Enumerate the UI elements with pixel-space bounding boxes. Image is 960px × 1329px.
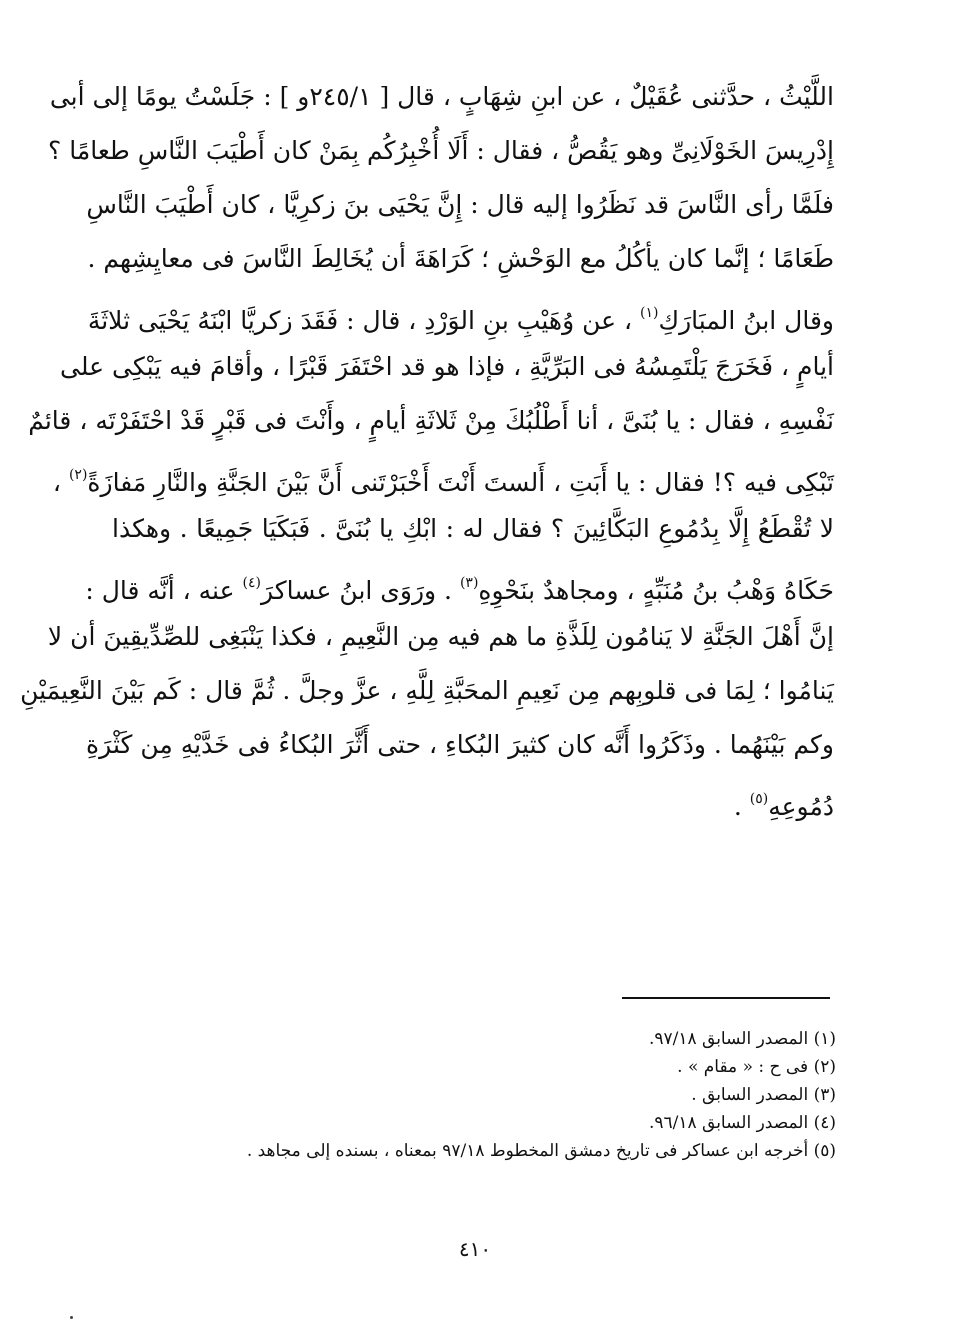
text-segment: ، [52, 468, 61, 497]
text-line: إنَّ أَهْلَ الجَنَّةِ لا يَنامُون لِلَذَّةِ ما هم فيه مِن النَّعِيمِ ، فكذا يَنْبَغِى للصِّدِّيقِينَ أن لا [47, 622, 834, 651]
footnote-separator [622, 997, 830, 999]
text-line [112, 772, 834, 826]
page-number: ٤١٠ [458, 1237, 492, 1261]
footnotes [150, 1025, 836, 1165]
text-segment: عنه ، أنَّه قال : [85, 576, 235, 605]
text-segment: تَبْكِى فيه ؟! فقال : يا أَبَتِ ، أَلستَ أَنْتَ أَخْبَرْتَنى أَنَّ بَيْنَ الجَنَّةِ والنَّارِ مَفازَةً [87, 468, 834, 497]
text-segment: حَكَاهُ وَهْبُ بنُ مُنَبِّهٍ ، ومجاهدٌ بنَحْوِهِ [478, 576, 834, 605]
text-segment: ، عن وُهَيْبِ بنِ الوَرْدِ ، قال : فَقَدَ زكريَّا ابْنَهُ يَحْيَى ثلاثَةَ [87, 306, 633, 335]
footnote-marker: (٢) [68, 467, 88, 483]
text-line [85, 556, 834, 610]
text-line: إِدْرِيسَ الخَوْلَانِىِّ وهو يَقُصُّ ، فقال : أَلَا أُخْبِرُكُم بِمَنْ كان أَطْيَبَ النَّاسِ طعامًا ؟ [47, 136, 834, 165]
footnote-item: (٢) فى ح : « مقام » . [677, 1057, 836, 1077]
text-line: اللَّيْثُ ، حدَّثنى عُقَيْلٌ ، عن ابنِ شِهَابٍ ، قال [ ٢٤٥/١و ] : جَلَسْتُ يومًا إلى أبى [49, 82, 834, 111]
footnote-marker: (٣) [459, 575, 479, 591]
footnote-item: (٣) المصدر السابق . [691, 1085, 836, 1105]
footnote-marker: (١) [640, 305, 659, 321]
text-line: لا تُقْطَعُ إِلَّا بِدُمُوعِ البَكَّائِينَ ؟ فقال له : ابْكِ يا بُنَىَّ . فَبَكَيَا جَمِيعًا . وهكذا [112, 514, 834, 543]
text-line [87, 286, 834, 340]
text-line: طَعَامًا ؛ إنَّما كان يأكُلُ مع الوَحْشِ ؛ كَرَاهَةَ أن يُخَالِطَ النَّاسَ فى معايِشِهم . [87, 244, 834, 273]
text-line: أيامٍ ، فَخَرَجَ يَلْتَمِسُهُ فى البَرِّيَّةِ ، فإذا هو قد احْتَفَرَ قَبْرًا ، وأقامَ فيه يَبْكِى على [60, 352, 834, 381]
footnote-marker: (٤) [242, 575, 261, 591]
text-segment: وقال ابنُ المبَارَكِ [658, 306, 834, 335]
text-line [52, 448, 834, 502]
main-text [20, 70, 834, 826]
footnote-item: (٤) المصدر السابق ٩٦/١٨. [648, 1113, 836, 1133]
text-line: يَنامُوا ؛ لِمَا فى قلوبِهم مِن نَعِيمِ المحَبَّةِ لِلَّهِ ، عزَّ وجلَّ . ثُمَّ قال : كَم بَيْنَ النَّعِيمَيْنِ [20, 676, 834, 705]
text-line: فلَمَّا رأى النَّاسَ قد نَظَرُوا إليه قال : إِنَّ يَحْيَى بنَ زكرِيَّا ، كان أَطْيَبَ النَّاسِ [86, 190, 834, 219]
footnote-marker: (٥) [749, 791, 769, 807]
footnote-item: (٥) أخرجه ابن عساكر فى تاريخ دمشق المخطوط ٩٧/١٨ بمعناه ، بسنده إلى مجاهد . [246, 1141, 836, 1161]
text-segment: دُمُوعِهِ [768, 792, 834, 821]
text-segment: . [733, 792, 742, 821]
footnote-item: (١) المصدر السابق ٩٧/١٨. [648, 1029, 836, 1049]
scan-speck [70, 1316, 73, 1319]
text-line: وكم بَيْنَهُما . وذَكَرُوا أَنَّه كان كثيرَ البُكاءِ ، حتى أَثَّرَ البُكاءُ فى خَدَّيْهِ مِن كَثْرَةِ [86, 730, 834, 759]
text-line: نَفْسِهِ ، فقال : يا بُنَىَّ ، أنا أَطْلُبُكَ مِنْ ثَلاثَةِ أيامٍ ، وأَنْتَ فى قَبْرٍ قَدْ احْتَفَرْتَه ، قائمٌ [28, 406, 834, 435]
text-segment: . ورَوَى ابنُ عساكرَ [260, 576, 452, 605]
